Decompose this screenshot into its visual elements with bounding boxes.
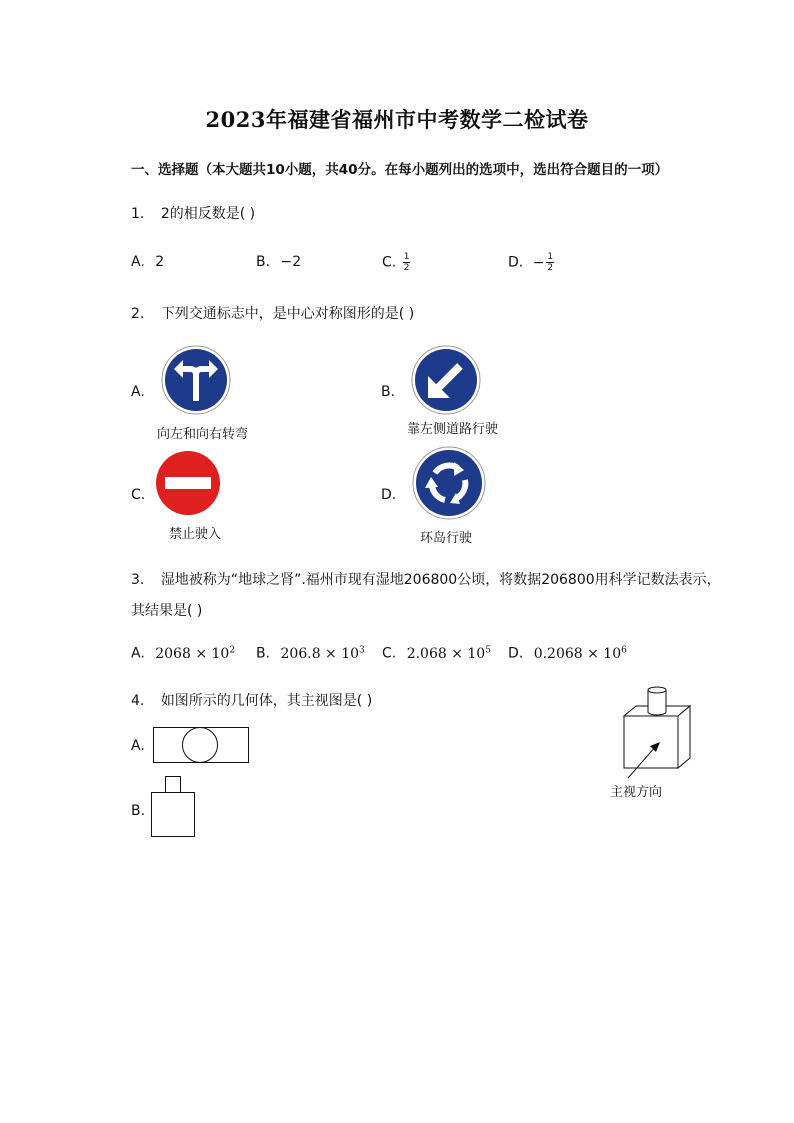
option-b[interactable]: B. $206.8 \times 10^3$ <box>256 645 365 662</box>
option-d[interactable]: D. <box>381 487 397 503</box>
question-text: 2的相反数是( ) <box>160 206 256 222</box>
figure-caption: 主视方向 <box>610 785 663 800</box>
question-2 <box>131 303 414 323</box>
option-b[interactable]: B. −2 <box>256 254 302 270</box>
front-view-b-figure <box>151 776 195 838</box>
option-a[interactable]: A. <box>131 384 145 400</box>
sign-caption: 靠左侧道路行驶 <box>407 422 499 437</box>
question-4 <box>131 690 372 710</box>
option-a[interactable]: A. <box>131 738 145 754</box>
option-c[interactable]: C. <box>131 487 146 503</box>
question-text: 如图所示的几何体，其主视图是( ) <box>160 693 373 709</box>
no-entry-sign-icon <box>155 450 221 516</box>
option-d[interactable]: D. − $\frac{1}{2}$ <box>508 252 554 273</box>
question-text-line1: 湿地被称为“地球之肾”.福州市现有湿地206800公顷，将数据206800用科学记数法表示， <box>160 572 721 588</box>
question-number: 1. <box>131 206 145 222</box>
section-heading: 一、选择题（本大题共10小题，共40分。在每小题列出的选项中，选出符合题目的一项） <box>131 162 669 178</box>
solid-figure <box>620 686 694 772</box>
option-a[interactable]: A. $2068 \times 10^2$ <box>131 645 236 662</box>
question-number: 4. <box>131 693 145 709</box>
left-right-turn-sign-icon <box>161 345 231 415</box>
sign-caption: 环岛行驶 <box>420 531 473 546</box>
option-b[interactable]: B. <box>381 384 396 400</box>
fraction: $\frac{1}{2}$ <box>547 252 554 273</box>
question-text-line2: 其结果是( ) <box>131 603 203 619</box>
question-text: 下列交通标志中，是中心对称图形的是( ) <box>160 306 415 322</box>
fraction: $\frac{1}{2}$ <box>403 252 410 273</box>
question-1 <box>131 203 255 223</box>
option-c[interactable]: C. $2.068 \times 10^5$ <box>382 645 491 662</box>
option-b[interactable]: B. <box>131 803 146 819</box>
page-title: 2023年福建省福州市中考数学二检试卷 <box>205 107 589 132</box>
front-view-a-figure <box>153 727 249 763</box>
option-a[interactable]: A. 2 <box>131 254 165 270</box>
question-3 <box>131 569 721 589</box>
sign-caption: 禁止驶入 <box>169 527 222 542</box>
roundabout-sign-icon <box>412 446 486 520</box>
question-number: 3. <box>131 572 145 588</box>
option-c[interactable]: C. $\frac{1}{2}$ <box>382 252 410 273</box>
keep-left-sign-icon <box>412 346 482 416</box>
question-number: 2. <box>131 306 145 322</box>
sign-caption: 向左和向右转弯 <box>157 427 249 442</box>
option-d[interactable]: D. $0.2068 \times 10^6$ <box>508 645 627 662</box>
